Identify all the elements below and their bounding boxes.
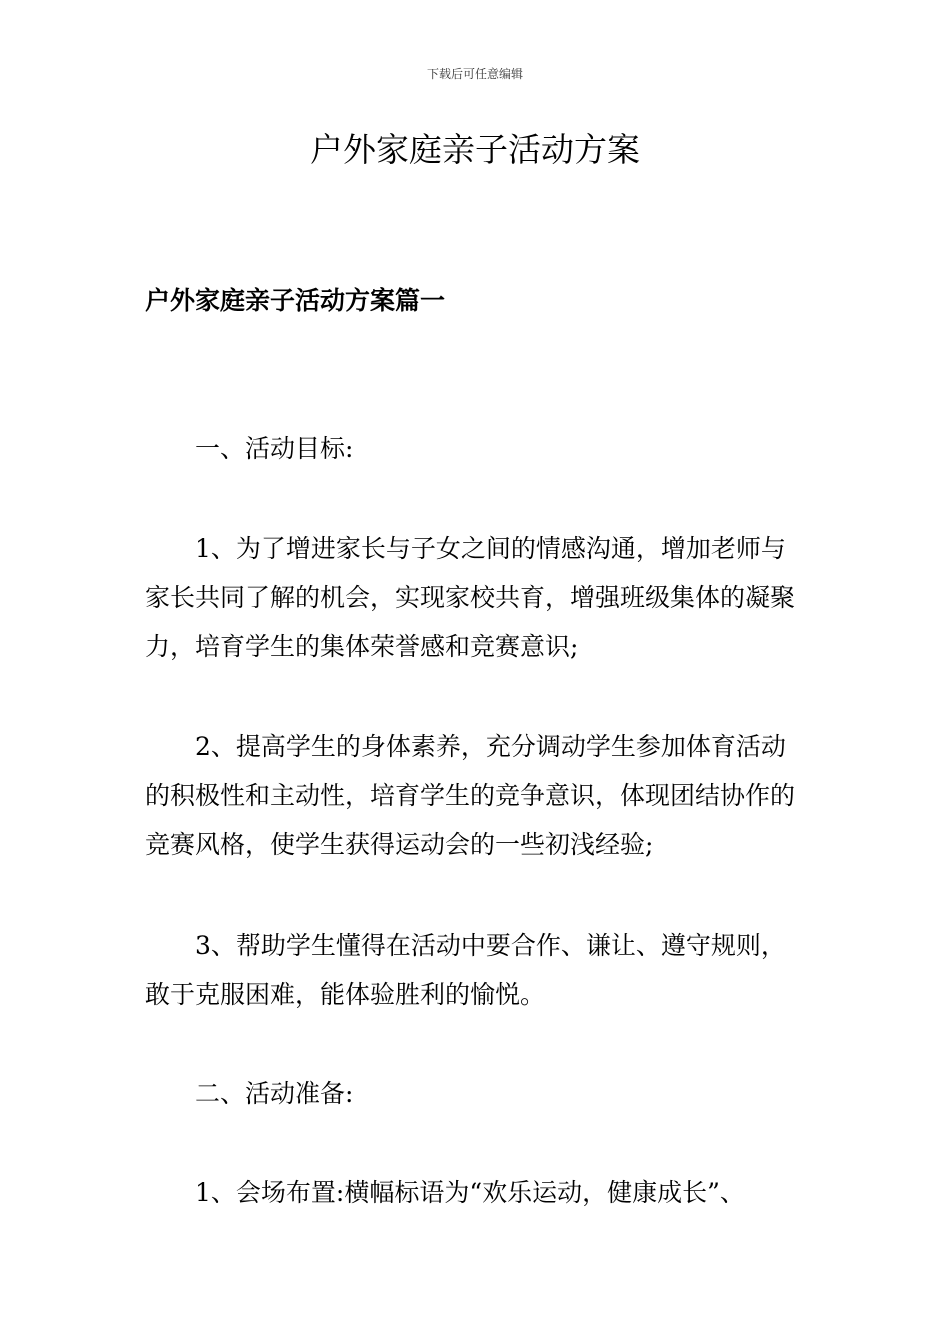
section-title: 户外家庭亲子活动方案篇一 (145, 286, 446, 315)
heading-goals: 一、活动目标: (195, 434, 354, 463)
header-note: 下载后可任意编辑 (426, 67, 523, 81)
document-title: 户外家庭亲子活动方案 (310, 130, 640, 169)
paragraph-goal-1: 1、为了增进家长与子女之间的情感沟通，增加老师与家长共同了解的机会，实现家校共育，增强班级集体的凝聚力，培育学生的集体荣誉感和竞赛意识; (145, 534, 796, 661)
paragraph-goal-2: 2、提高学生的身体素养，充分调动学生参加体育活动的积极性和主动性，培育学生的竞争意识，体现团结协作的竞赛风格，使学生获得运动会的一些初浅经验; (145, 732, 796, 859)
heading-preparation: 二、活动准备: (195, 1079, 354, 1108)
paragraph-prep-1: 1、会场布置:横幅标语为“欢乐运动，健康成长”、 (195, 1178, 745, 1207)
paragraph-goal-3: 3、帮助学生懂得在活动中要合作、谦让、遵守规则，敢于克服困难，能体验胜利的愉悦。 (145, 931, 786, 1009)
